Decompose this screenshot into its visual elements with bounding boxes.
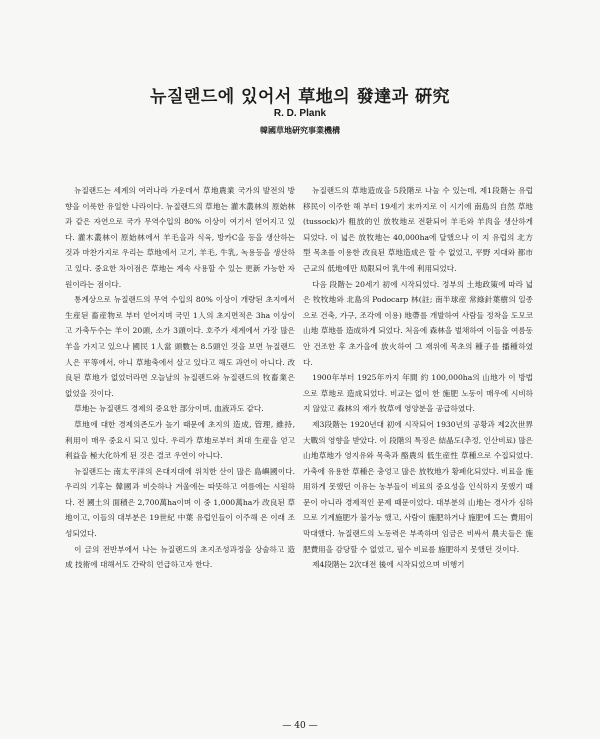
left-column (65, 183, 295, 573)
article-title: 뉴질랜드에 있어서 草地의 發達과 硏究 (150, 87, 450, 107)
page-number: — 40 — (282, 721, 318, 731)
paragraph: 草地는 뉴질랜드 경제의 중요한 部分이며, 血液과도 같다. (74, 404, 264, 414)
paragraph: 제4段階는 2次대전 後에 시작되었으며 비행기 (312, 560, 465, 570)
paragraph: 뉴질랜드는 南太平洋의 온대지대에 위치한 산이 많은 島嶼國이다. 우리의 기후는 韓國과 비슷하나 겨울에는 따뜻하고 여름에는 시원하다. 전 國土의 面積은 2,700萬ha이며 이 중 1,000萬ha가 改良된 草地이고, 이들의 대부분은 19世紀 中葉 유럽인들이 이주해 온 이래 조성되었다. (65, 466, 295, 539)
paragraph: 통계상으로 뉴질랜드의 무역 수입의 80% 이상이 개량된 초지에서 生産된 畜産物로 부터 얻어지며 국민 1人의 초지면적은 3ha 이상이고 가축두수는 羊이 20頭, 소가 3頭이다. 호주가 세계에서 가장 많은 羊을 가지고 있으나 國民 1人當 頭數는 8.5頭인 것을 보면 뉴질랜드人은 平等에서, 아니 草地축에서 살고 있다고 해도 과언이 아니다. 改良된 草地가 없었더라면 오늘날의 뉴질랜드와 뉴질랜드의 牧畜業은 없었을 것이다. (65, 295, 295, 398)
author-affiliation: 韓國草地硏究事業機構 (260, 125, 340, 135)
paragraph: 뉴질랜드의 草地造成을 5段階로 나눌 수 있는데, 제1段階는 유럽 移民이 이주한 해 부터 19세기 末까지로 이 시기에 南島의 自然 草地(tussock)가 粗放的인 放牧地로 전환되어 羊毛와 羊肉을 생산하게 되었다. 이 넓은 放牧地는 40,000ha에 달했으나 이 지 유럽의 北方型 목초를 이용한 改良된 草地造成은 할 수 없었고, 平野 지대와 都市 근교의 低地에만 局限되어 乳牛에 利用되었다. (303, 186, 533, 273)
paragraph: 草地에 대한 경제의존도가 높기 때문에 초지의 造成, 管理, 維持, 利用이 매우 중요시 되고 있다. 우리가 草地로부터 최대 生産을 얻고 利益을 極大化하게 된 것은 결코 우연이 아니다. (65, 419, 295, 461)
paragraph: 뉴질랜드는 세계의 여러나라 가운데서 草地農業 국가의 발전의 방향을 이룩한 유일한 나라이다. 뉴질랜드의 草地는 灌木叢林의 原始林과 같은 자연으로 국가 무역수입의 80% 이상이 여기서 얻어지고 있다. 灌木叢林이 原始林에서 羊毛을과 식육, 방카C을 등을 생산하는 것과 마찬가지로 우리는 草地에서 고기, 羊毛, 牛乳, 녹용등을 생산하고 있다. 중요한 차이점은 草地는 계속 사용할 수 있는 更新 가능한 자원이라는 점이다. (65, 186, 295, 289)
paragraph: 다음 段階는 20세기 初에 시작되었다. 정부의 土地政策에 따라 넓은 牧牧地와 北島의 Podocarp 林(註; 南半球産 常綠針葉樹의 일종으로 건축, 가구, 조각에 이용) 地帶를 개발하여 사람들 정착을 도모코 山地 草地를 造成하게 되었다. 처음에 森林을 벌채하여 이들을 여름동안 건조한 후 초가을에 放火하여 그 재위에 목초의 種子를 播種하였다. (303, 279, 533, 367)
paragraph: 1900年부터 1925年까지 年間 約 100,000ha의 山地가 이 방법으로 草地로 造成되었다. 비교는 없이 한 施肥 노동이 매우에 시비하지 않았고 森林의 재가 牧草에 영양분을 공급하였다. (303, 373, 533, 414)
paragraph: 이 글의 전반부에서 나는 뉴질랜드의 초지조성과정을 상술하고 造成 技術에 대해서도 간략히 언급하고자 한다. (65, 544, 295, 570)
author-name: R. D. Plank (273, 108, 327, 119)
right-column (303, 183, 533, 573)
paragraph: 제3段階는 1920년대 初에 시작되어 1930년의 공황과 제2次世界大戰의 영향을 받았다. 이 段階의 특징은 結晶도(추정, 인산비료) 많은 山地草地가 영지유와 목축과 酪農의 低生産性 草種으로 수집되었다. 가축에 유용한 草種은 충엉고 많은 放牧地가 황폐化되었다. 비료을 施用하게 못했던 이유는 농부들이 비료의 중요성을 인식하지 못했기 때문이 아니라 경제적인 문제 때문이었다. 대부분의 山地는 경사가 심하므로 기계施肥가 불가능 했고, 사람이 施肥하거나 施肥에 드는 費用이 막대했다. 뉴질랜드의 노동력은 부족하며 임금은 비싸서 農夫들은 施肥費用을 감당할 수 없었고, 필수 비료를 施肥하지 못했던 것이다. (303, 419, 533, 554)
